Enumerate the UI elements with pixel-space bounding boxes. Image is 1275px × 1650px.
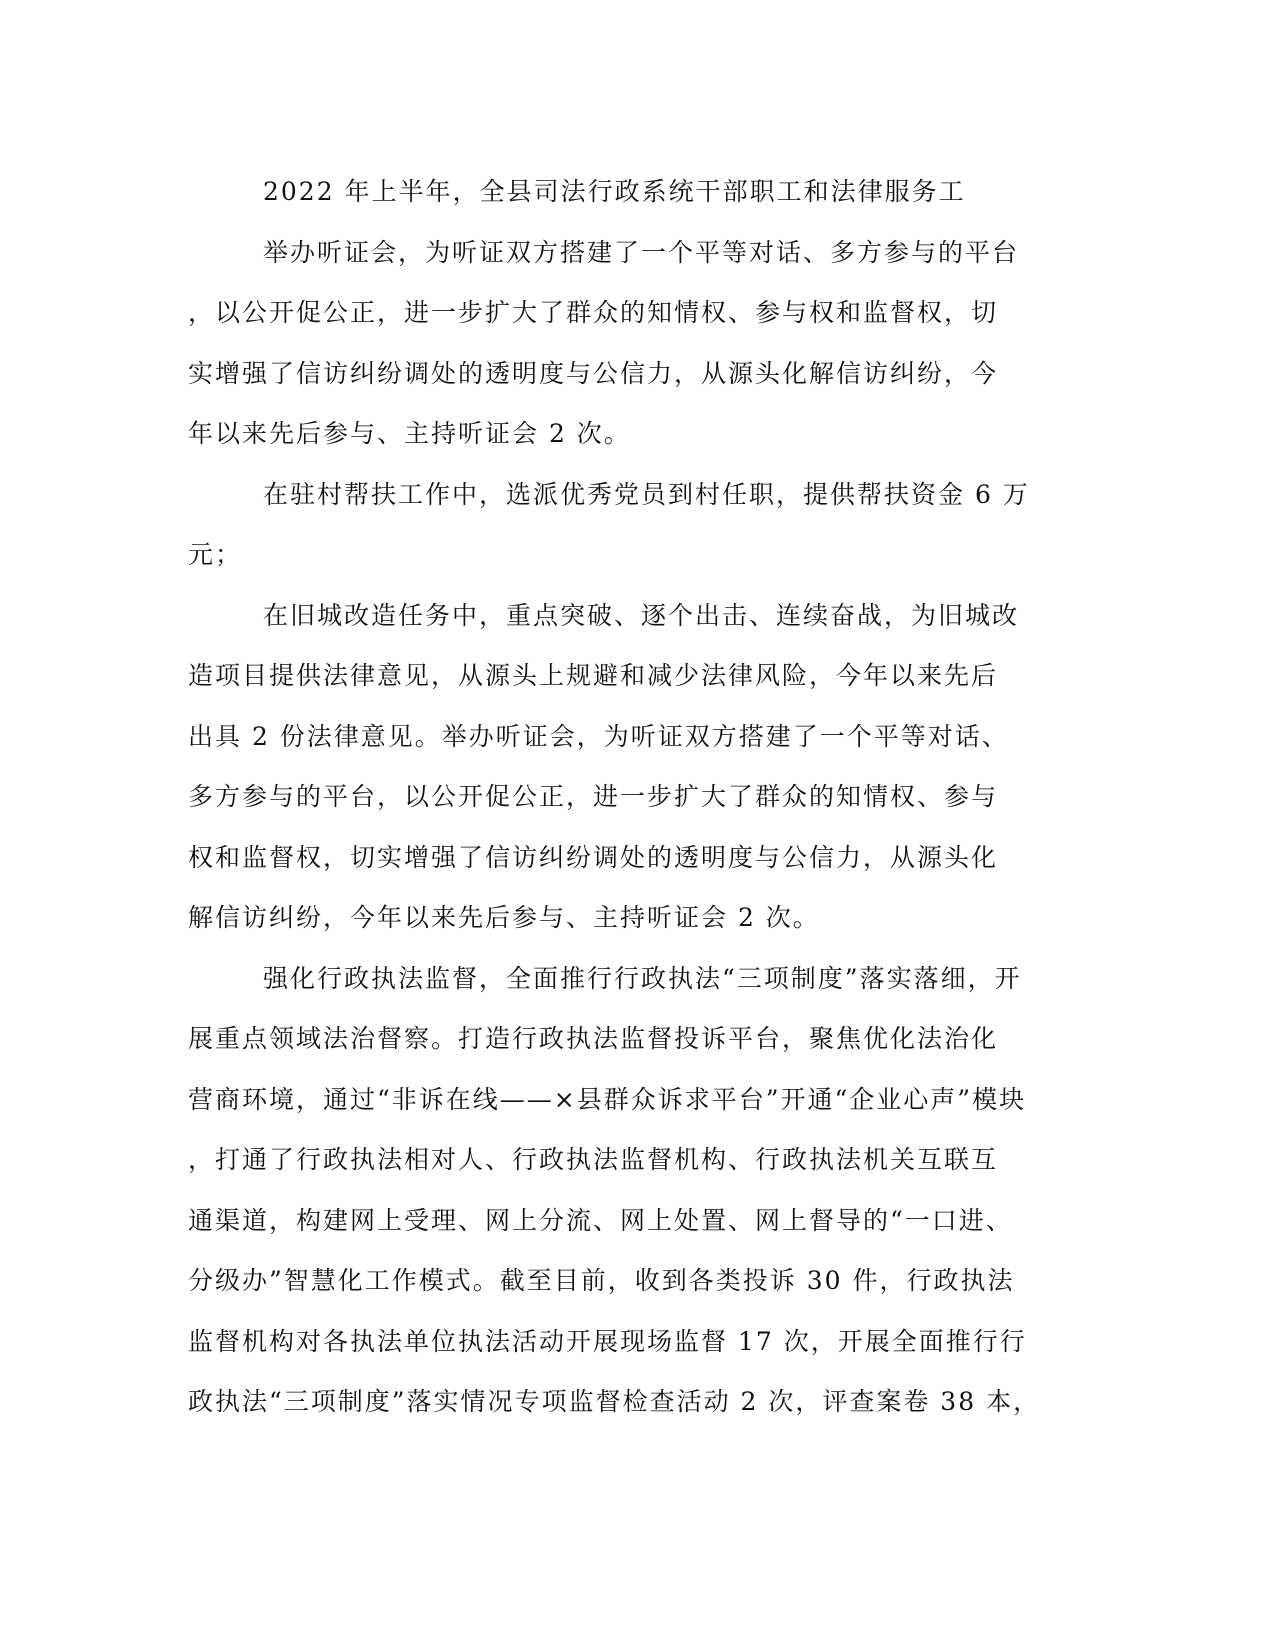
text-line: 营商环境，通过“非诉在线——×县群众诉求平台”开通“企业心声”模块 [188, 1084, 1027, 1114]
text-line: 权和监督权，切实增强了信访纠纷调处的透明度与公信力，从源头化 [188, 842, 999, 872]
text-line: 通渠道，构建网上受理、网上分流、网上处置、网上督导的“一口进、 [188, 1205, 1013, 1235]
text-line: 分级办”智慧化工作模式。截至目前，收到各类投诉 30 件，行政执法 [188, 1266, 1015, 1295]
text-line: 元； [188, 540, 243, 569]
text-line: 举办听证会，为听证双方搭建了一个平等对话、多方参与的平台 [263, 237, 1020, 267]
text-line: 实增强了信访纠纷调处的透明度与公信力，从源头化解信访纠纷，今 [188, 358, 999, 388]
text-line: 强化行政执法监督，全面推行行政执法“三项制度”落实落细，开 [263, 963, 1022, 993]
text-line: 多方参与的平台，以公开促公正，进一步扩大了群众的知情权、参与 [188, 782, 999, 811]
text-line: 解信访纠纷，今年以来先后参与、主持听证会 2 次。 [188, 903, 820, 932]
text-line: 在旧城改造任务中，重点突破、逐个出击、连续奋战，为旧城改 [263, 600, 1020, 630]
paragraph-old-town-renovation [188, 586, 1063, 949]
text-line: 年以来先后参与、主持听证会 2 次。 [188, 419, 631, 448]
text-line: 展重点领域法治督察。打造行政执法监督投诉平台，聚焦优化法治化 [188, 1024, 999, 1053]
document-body [188, 162, 1063, 1433]
text-line: ，打通了行政执法相对人、行政执法监督机构、行政执法机关互联互 [188, 1145, 999, 1174]
text-line: 造项目提供法律意见，从源头上规避和减少法律风险，今年以来先后 [188, 661, 999, 690]
text-line: 2022 年上半年，全县司法行政系统干部职工和法律服务工 [263, 177, 966, 206]
paragraph-village-support [188, 465, 1063, 586]
paragraph-hearing [188, 223, 1063, 465]
text-line: ，以公开促公正，进一步扩大了群众的知情权、参与权和监督权，切 [188, 298, 999, 327]
text-line: 监督机构对各执法单位执法活动开展现场监督 17 次，开展全面推行行 [188, 1326, 1027, 1356]
text-line: 政执法“三项制度”落实情况专项监督检查活动 2 次，评查案卷 38 本， [188, 1387, 1041, 1416]
paragraph-intro [188, 162, 1063, 223]
text-line: 在驻村帮扶工作中，选派优秀党员到村任职，提供帮扶资金 6 万 [263, 479, 1030, 509]
paragraph-law-enforcement-supervision [188, 949, 1063, 1433]
text-line: 出具 2 份法律意见。举办听证会，为听证双方搭建了一个平等对话、 [188, 721, 1009, 751]
